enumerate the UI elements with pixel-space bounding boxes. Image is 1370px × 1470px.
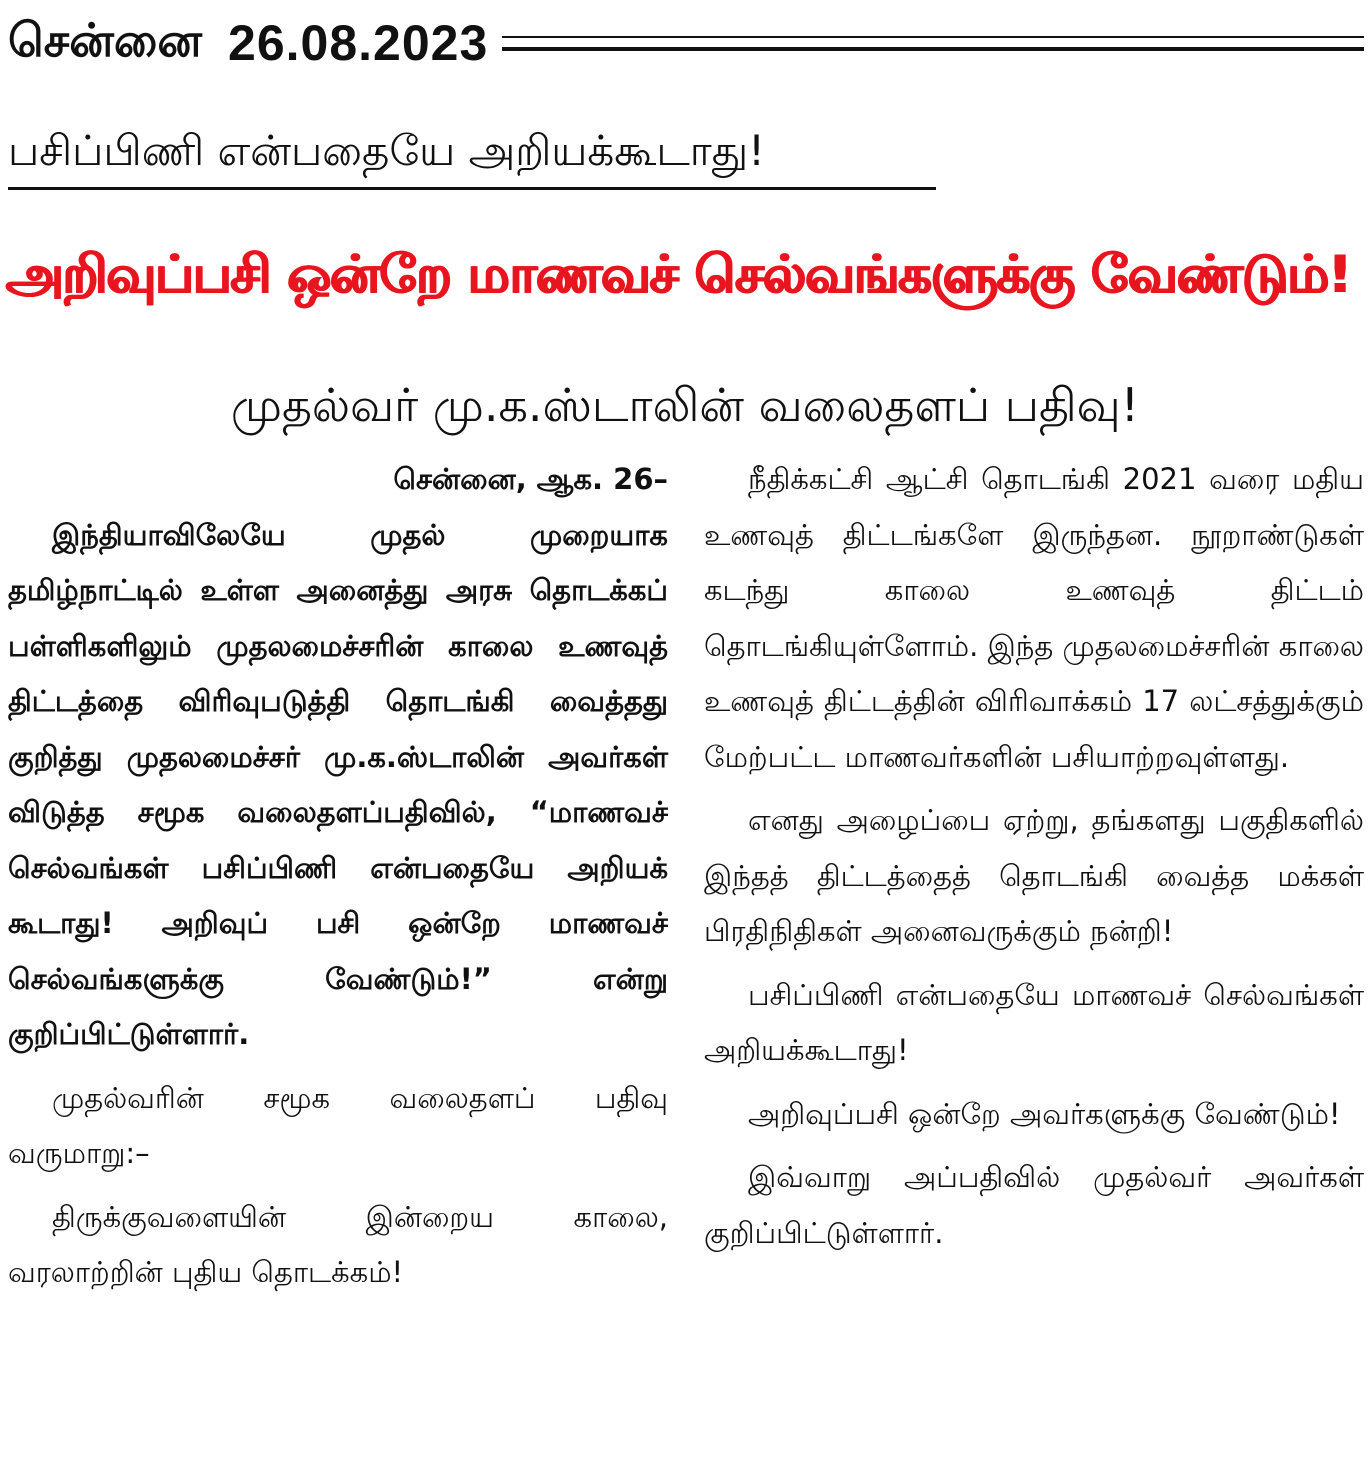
sub-headline: முதல்வர் மு.க.ஸ்டாலின் வலைதளப் பதிவு! bbox=[230, 378, 1140, 432]
article-paragraph: எனது அழைப்பை ஏற்று, தங்களது பகுதிகளில் இந்தத் திட்டத்தைத் தொடங்கி வைத்த மக்கள் பிரதிநிதிகள் அனைவருக்கும் நன்றி! bbox=[704, 803, 1364, 948]
article-paragraph: திருக்குவளையின் இன்றைய காலை, வரலாற்றின் புதிய தொடக்கம்! bbox=[8, 1199, 668, 1289]
article-paragraph: முதல்வரின் சமூக வலைதளப் பதிவு வருமாறு:– bbox=[8, 1080, 668, 1170]
main-headline: அறிவுப்பசி ஒன்றே மாணவச் செல்வங்களுக்கு வேண்டும்! bbox=[6, 245, 1351, 305]
article-column-right bbox=[704, 452, 1364, 1467]
article-paragraph: நீதிக்கட்சி ஆட்சி தொடங்கி 2021 வரை மதிய உணவுத் திட்டங்களே இருந்தன. நூறாண்டுகள் கடந்து காலை உணவுத் திட்டம் தொடங்கியுள்ளோம். இந்த முதலமைச்சரின் காலை உணவுத் திட்டத்தின் விரிவாக்கம் 17 லட்சத்துக்கும் மேற்பட்ட மாணவர்களின் பசியாற்றவுள்ளது. bbox=[704, 462, 1364, 774]
article-paragraph: அறிவுப்பசி ஒன்றே அவர்களுக்கு வேண்டும்! bbox=[748, 1096, 1341, 1131]
article-dateline: சென்னை, ஆக. 26– bbox=[393, 462, 668, 496]
kicker-headline: பசிப்பிணி என்பதையே அறியக்கூடாது! bbox=[8, 120, 936, 190]
dateline-city: சென்னை bbox=[8, 12, 203, 67]
dateline-rule bbox=[502, 36, 1364, 51]
article-paragraph: இவ்வாறு அப்பதிவில் முதல்வர் அவர்கள் குறிப்பிட்டுள்ளார். bbox=[704, 1160, 1364, 1250]
article-column-left bbox=[8, 452, 668, 1467]
article-paragraph: பசிப்பிணி என்பதையே மாணவச் செல்வங்கள் அறியக்கூடாது! bbox=[704, 977, 1364, 1067]
article-paragraph: இந்தியாவிலேயே முதல் முறையாக தமிழ்நாட்டில் உள்ள அனைத்து அரசு தொடக்கப் பள்ளிகளிலும் முதலமைச்சரின் காலை உணவுத் திட்டத்தை விரிவுபடுத்தி தொடங்கி வைத்தது குறித்து முதலமைச்சர் மு.க.ஸ்டாலின் அவர்கள் விடுத்த சமூக வலைதளப்பதிவில், “மாணவச் செல்வங்கள் பசிப்பிணி என்பதையே அறியக் கூடாது! அறிவுப் பசி ஒன்றே மாணவச் செல்வங்களுக்கு வேண்டும்!” என்று குறிப்பிட்டுள்ளார். bbox=[8, 517, 668, 1051]
masthead-dateline bbox=[8, 8, 1364, 78]
dateline-date: 26.08.2023 bbox=[228, 15, 489, 71]
